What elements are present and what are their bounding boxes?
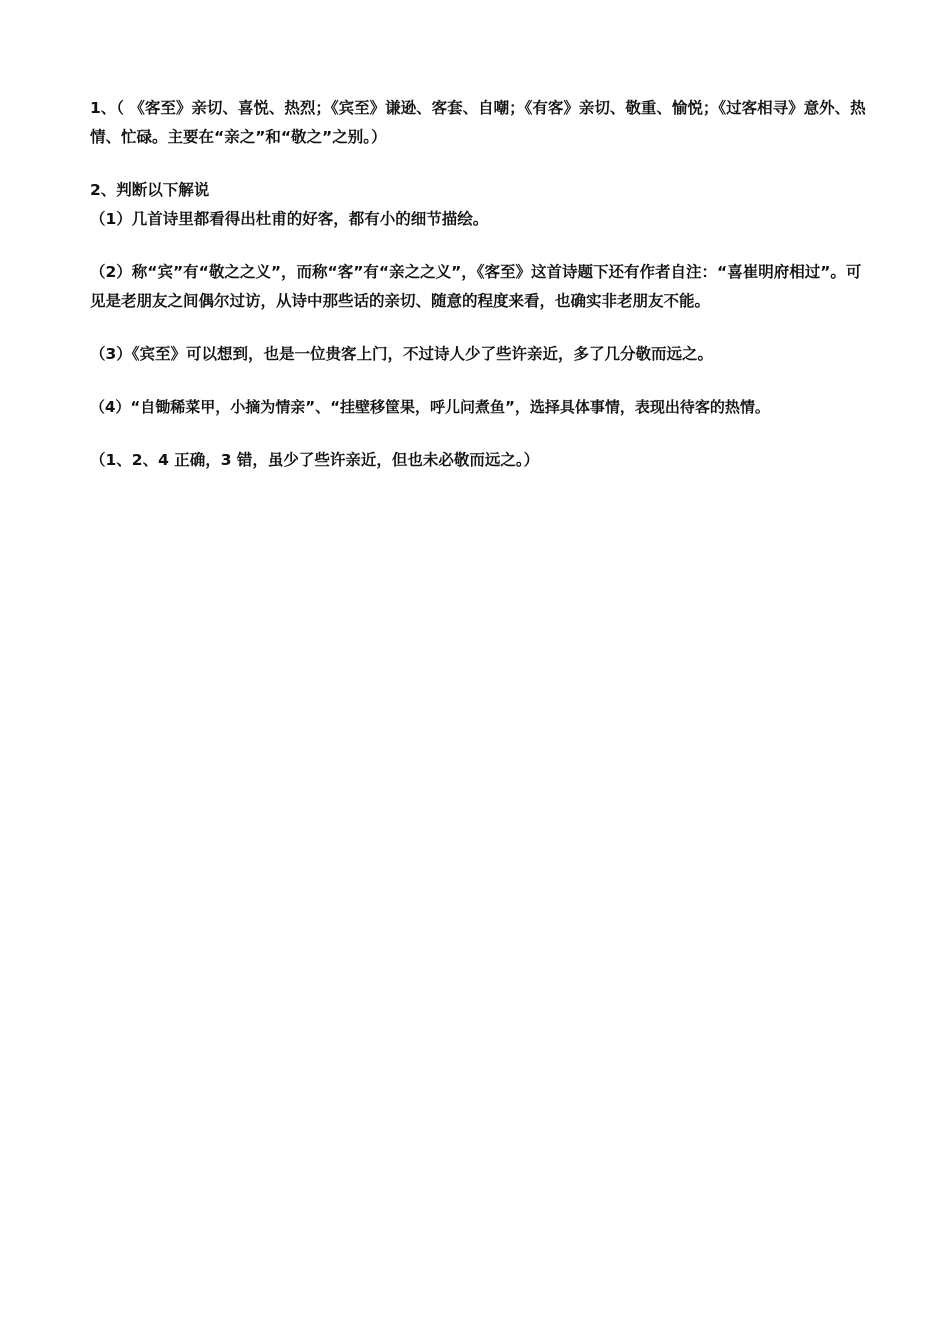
statement-1: （1）几首诗里都看得出杜甫的好客，都有小的细节描绘。 <box>90 210 489 228</box>
spacer <box>90 234 870 258</box>
spacer <box>90 152 870 176</box>
document-body <box>90 94 870 475</box>
item-1-answer: 1、（ 《客至》亲切、喜悦、热烈；《宾至》谦逊、客套、自嘲；《有客》亲切、敬重、愉悦；《过客相寻》意外、热情、忙碌。主要在“亲之”和“敬之”之别。） <box>90 99 866 146</box>
spacer <box>90 369 870 393</box>
spacer <box>90 316 870 340</box>
statement-2: （2）称“宾”有“敬之之义”，而称“客”有“亲之之义”，《客至》这首诗题下还有作者自注：“喜崔明府相过”。可见是老朋友之间偶尔过访，从诗中那些话的亲切、随意的程度来看，也确实非老朋友不能。 <box>90 263 862 310</box>
item-2-heading: 2、判断以下解说 <box>90 181 210 199</box>
statement-3: （3）《宾至》可以想到，也是一位贵客上门，不过诗人少了些许亲近，多了几分敬而远之。 <box>90 345 714 363</box>
answer-key: （1、2、4 正确，3 错，虽少了些许亲近，但也未必敬而远之。） <box>90 451 540 469</box>
spacer <box>90 422 870 446</box>
statement-4: （4）“自锄稀菜甲，小摘为情亲”、“挂壁移筐果，呼儿问煮鱼”，选择具体事情，表现出待客的热情。 <box>90 398 770 416</box>
